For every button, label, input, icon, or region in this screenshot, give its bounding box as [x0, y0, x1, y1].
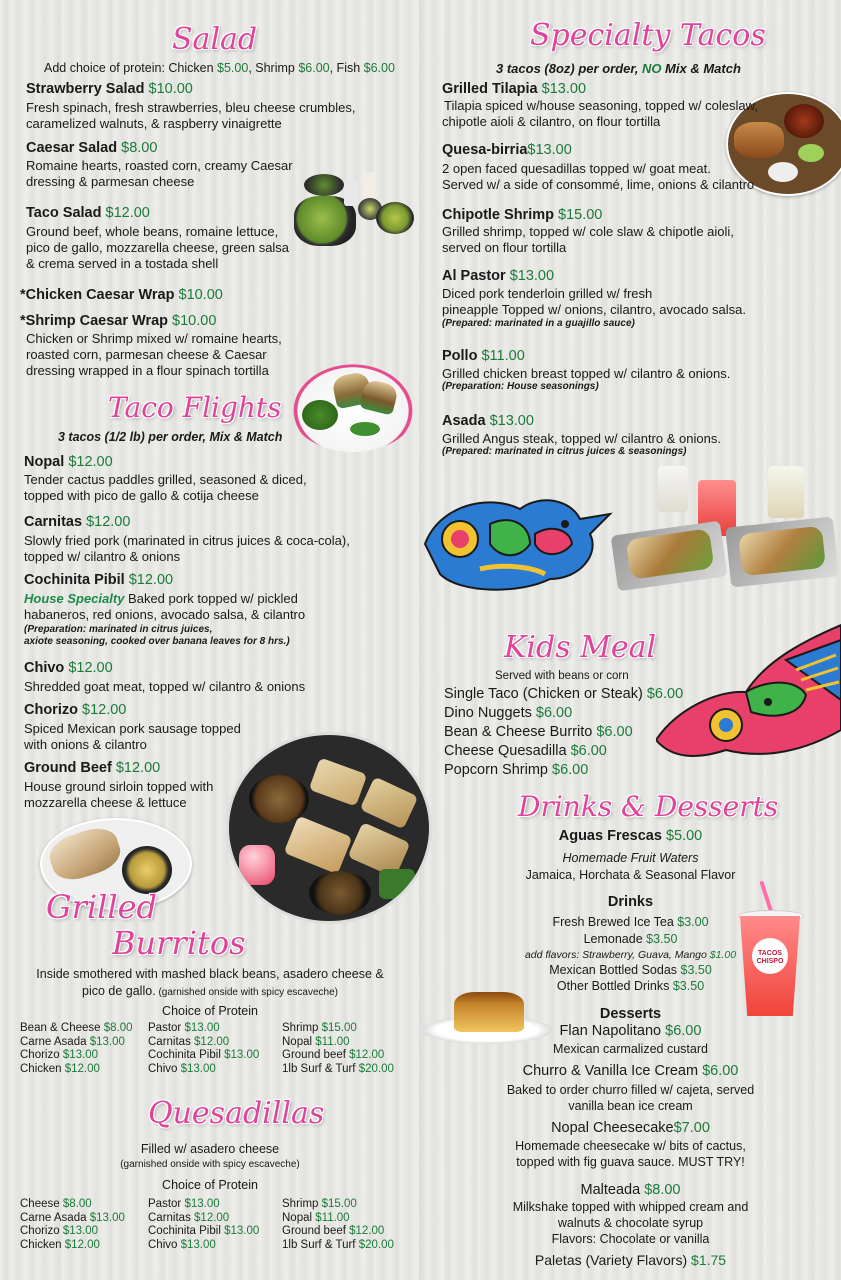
folk-art-bird-illustration	[656, 620, 841, 770]
taco-flights-subtitle: 3 tacos (1/2 lb) per order, Mix & Match	[58, 430, 283, 444]
menu-item-name: Caesar Salad $8.00	[26, 140, 158, 156]
burritos-desc: pico de gallo. (garnished onside with spicy escaveche)	[82, 984, 338, 998]
dessert-desc: Homemade cheesecake w/ bits of cactus,	[515, 1139, 746, 1153]
dessert-desc: Flavors: Chocolate or vanilla	[551, 1232, 710, 1246]
menu-item-name: Grilled Tilapia $13.00	[442, 81, 587, 97]
salad-photo	[292, 168, 420, 250]
menu-item-desc: pineapple Topped w/ onions, cilantro, avocado salsa.	[442, 302, 747, 317]
burritos-protein-col-1: Bean & Cheese $8.00 Carne Asada $13.00 Chorizo $13.00 Chicken $12.00	[20, 1022, 133, 1075]
menu-item-name: *Shrimp Caesar Wrap $10.00	[20, 313, 217, 329]
menu-item-name: Taco Salad $12.00	[26, 205, 150, 221]
menu-item-desc: Slowly fried pork (marinated in citrus juices & coca-cola),	[24, 533, 350, 548]
kids-item: Bean & Cheese Burrito $6.00	[444, 724, 633, 740]
quesadillas-protein-col-3: Shrimp $15.00 Nopal $11.00 Ground beef $12.00 1lb Surf & Turf $20.00	[282, 1198, 394, 1251]
menu-item-desc: Served w/ a side of consommé, lime, onions & cilantro	[442, 177, 755, 192]
kids-item: Single Taco (Chicken or Steak) $6.00	[444, 686, 684, 702]
menu-item-note: (Prepared: marinated in a guajillo sauce)	[442, 318, 635, 329]
menu-item-desc: Shredded goat meat, topped w/ cilantro & onions	[24, 679, 306, 694]
burritos-title-line1: Grilled	[46, 888, 157, 926]
dessert-item: Churro & Vanilla Ice Cream $6.00	[522, 1063, 739, 1079]
dessert-item: Malteada $8.00	[580, 1182, 681, 1198]
menu-item-note: (Preparation: House seasonings)	[442, 381, 599, 392]
menu-item-name: Carnitas $12.00	[24, 514, 131, 530]
menu-item-desc: Tilapia spiced w/house seasoning, topped w/ coleslaw,	[444, 98, 758, 113]
taco-flight-photo	[288, 360, 418, 452]
menu-item-desc: chipotle aioli & cilantro, on flour tortilla	[442, 114, 661, 129]
menu-item-name: Chipotle Shrimp $15.00	[442, 207, 603, 223]
quesadillas-note: (garnished onside with spicy escaveche)	[120, 1159, 300, 1170]
folk-art-bird-illustration	[420, 484, 620, 604]
menu-item-desc: Romaine hearts, roasted corn, creamy Caesar	[26, 158, 293, 173]
quesadillas-protein-col-1: Cheese $8.00 Carne Asada $13.00 Chorizo $13.00 Chicken $12.00	[20, 1198, 125, 1251]
specialty-tacos-title: Specialty Tacos	[530, 18, 766, 53]
menu-item-desc: Tender cactus paddles grilled, seasoned & diced,	[24, 472, 307, 487]
aguas-frescas: Aguas Frescas $5.00	[558, 828, 703, 844]
menu-item-desc: Spiced Mexican pork sausage topped	[24, 721, 241, 736]
drink-item: Lemonade $3.50	[583, 932, 678, 946]
kids-item: Cheese Quesadilla $6.00	[444, 743, 607, 759]
menu-item-desc: topped with pico de gallo & cotija cheese	[24, 488, 259, 503]
kids-meal-subtitle: Served with beans or corn	[495, 670, 629, 682]
burritos-title-line2: Burritos	[112, 924, 246, 962]
left-column	[0, 0, 420, 1280]
menu-item-name: Quesa-birria$13.00	[442, 142, 572, 158]
kids-meal-title: Kids Meal	[504, 630, 657, 665]
salad-title: Salad	[172, 22, 258, 57]
menu-item-name: Cochinita Pibil $12.00	[24, 572, 174, 588]
menu-item-desc: Chicken or Shrimp mixed w/ romaine hearts,	[26, 331, 282, 346]
dessert-item: Flan Napolitano $6.00	[559, 1023, 702, 1039]
drink-item: Fresh Brewed Ice Tea $3.00	[552, 915, 709, 929]
dessert-desc: Milkshake topped with whipped cream and	[512, 1200, 749, 1214]
menu-item-desc: Fresh spinach, fresh strawberries, bleu cheese crumbles,	[26, 100, 356, 115]
burritos-protein-col-2: Pastor $13.00 Carnitas $12.00 Cochinita Pibil $13.00 Chivo $13.00	[148, 1022, 260, 1075]
dessert-desc: vanilla bean ice cream	[568, 1099, 693, 1113]
kids-item: Dino Nuggets $6.00	[444, 705, 573, 721]
menu-item-name: Al Pastor $13.00	[442, 268, 555, 284]
menu-item-desc: Diced pork tenderloin grilled w/ fresh	[442, 286, 653, 301]
drink-item: Other Bottled Drinks $3.50	[556, 979, 705, 993]
menu-item-desc: dressing & parmesan cheese	[26, 174, 195, 189]
burritos-protein-col-3: Shrimp $15.00 Nopal $11.00 Ground beef $12.00 1lb Surf & Turf $20.00	[282, 1022, 394, 1075]
menu-item-desc: House Specialty Baked pork topped w/ pickled	[24, 591, 298, 606]
menu-item-desc: House ground sirloin topped with	[24, 779, 214, 794]
menu-item-note: axiote seasoning, cooked over banana leaves for 8 hrs.)	[24, 636, 290, 647]
drink-item: Mexican Bottled Sodas $3.50	[549, 963, 712, 977]
menu-item-name: Pollo $11.00	[442, 348, 525, 364]
menu-item-name: Chivo $12.00	[24, 660, 113, 676]
menu-item-desc: 2 open faced quesadillas topped w/ goat meat.	[442, 161, 711, 176]
menu-item-name: *Chicken Caesar Wrap $10.00	[20, 287, 223, 303]
menu-item-desc: mozzarella cheese & lettuce	[24, 795, 187, 810]
quesadillas-choice-heading: Choice of Protein	[162, 1178, 258, 1192]
aguas-flavors: Jamaica, Horchata & Seasonal Flavor	[525, 868, 736, 882]
menu-item-desc: & crema served in a tostada shell	[26, 256, 219, 271]
taco-platter-photo	[226, 732, 432, 924]
menu-item-desc: pico de gallo, mozzarella cheese, green salsa	[26, 240, 290, 255]
menu-item-desc: served on flour tortilla	[442, 240, 567, 255]
lemonade-cup-photo	[730, 880, 810, 1020]
quesadillas-protein-col-2: Pastor $13.00 Carnitas $12.00 Cochinita Pibil $13.00 Chivo $13.00	[148, 1198, 260, 1251]
drinks-heading: Drinks	[607, 894, 654, 910]
menu-item-desc: caramelized walnuts, & raspberry vinaigrette	[26, 116, 282, 131]
menu-item-note: (Preparation: marinated in citrus juices,	[24, 624, 213, 635]
menu-item-desc: Grilled chicken breast topped w/ cilantro & onions.	[442, 366, 731, 381]
dessert-desc: Mexican carmalized custard	[553, 1042, 708, 1056]
taco-flights-title: Taco Flights	[108, 391, 282, 424]
burritos-choice-heading: Choice of Protein	[162, 1004, 258, 1018]
specialty-subtitle: 3 tacos (8oz) per order, NO Mix & Match	[496, 61, 741, 76]
menu-item-desc: roasted corn, parmesan cheese & Caesar	[26, 347, 267, 362]
menu-item-note: (Prepared: marinated in citrus juices & seasonings)	[442, 446, 687, 457]
quesadillas-desc: Filled w/ asadero cheese	[140, 1142, 280, 1156]
dessert-desc: Baked to order churro filled w/ cajeta, served	[506, 1083, 755, 1097]
aguas-desc: Homemade Fruit Waters	[562, 851, 699, 865]
menu-item-name: Ground Beef $12.00	[24, 760, 161, 776]
menu-item-desc: Ground beef, whole beans, romaine lettuce,	[26, 224, 279, 239]
tacos-drinks-photo	[610, 462, 840, 602]
burritos-desc: Inside smothered with mashed black beans, asadero cheese &	[36, 967, 384, 981]
menu-item-desc: topped w/ cilantro & onions	[24, 549, 181, 564]
salad-protein-note: Add choice of protein: Chicken $5.00, Shrimp $6.00, Fish $6.00	[44, 61, 395, 75]
quesadillas-title: Quesadillas	[148, 1096, 325, 1131]
desserts-heading: Desserts	[599, 1006, 662, 1022]
menu-item-desc: dressing wrapped in a flour spinach tortilla	[26, 363, 269, 378]
menu-item-name: Chorizo $12.00	[24, 702, 127, 718]
menu-item-name: Nopal $12.00	[24, 454, 113, 470]
dessert-item: Paletas (Variety Flavors) $1.75	[534, 1252, 727, 1268]
menu-item-name: Strawberry Salad $10.00	[26, 81, 193, 97]
drink-flavors: add flavors: Strawberry, Guava, Mango $1.00	[524, 949, 737, 961]
menu-item-name: Asada $13.00	[442, 413, 534, 429]
menu-item-desc: Grilled shrimp, topped w/ cole slaw & chipotle aioli,	[442, 224, 734, 239]
kids-item: Popcorn Shrimp $6.00	[444, 762, 589, 778]
menu-item-desc: with onions & cilantro	[24, 737, 147, 752]
menu-item-desc: habaneros, red onions, avocado salsa, & cilantro	[24, 607, 306, 622]
drinks-desserts-title: Drinks & Desserts	[518, 790, 779, 823]
dessert-desc: walnuts & chocolate syrup	[557, 1216, 704, 1230]
menu-item-desc: Grilled Angus steak, topped w/ cilantro & onions.	[442, 431, 721, 446]
cup-logo-text: TACOS CHISPO	[756, 950, 784, 965]
right-column	[420, 0, 841, 1280]
dessert-item: Nopal Cheesecake$7.00	[551, 1120, 710, 1136]
dessert-desc: topped with fig guava sauce. MUST TRY!	[516, 1155, 745, 1169]
